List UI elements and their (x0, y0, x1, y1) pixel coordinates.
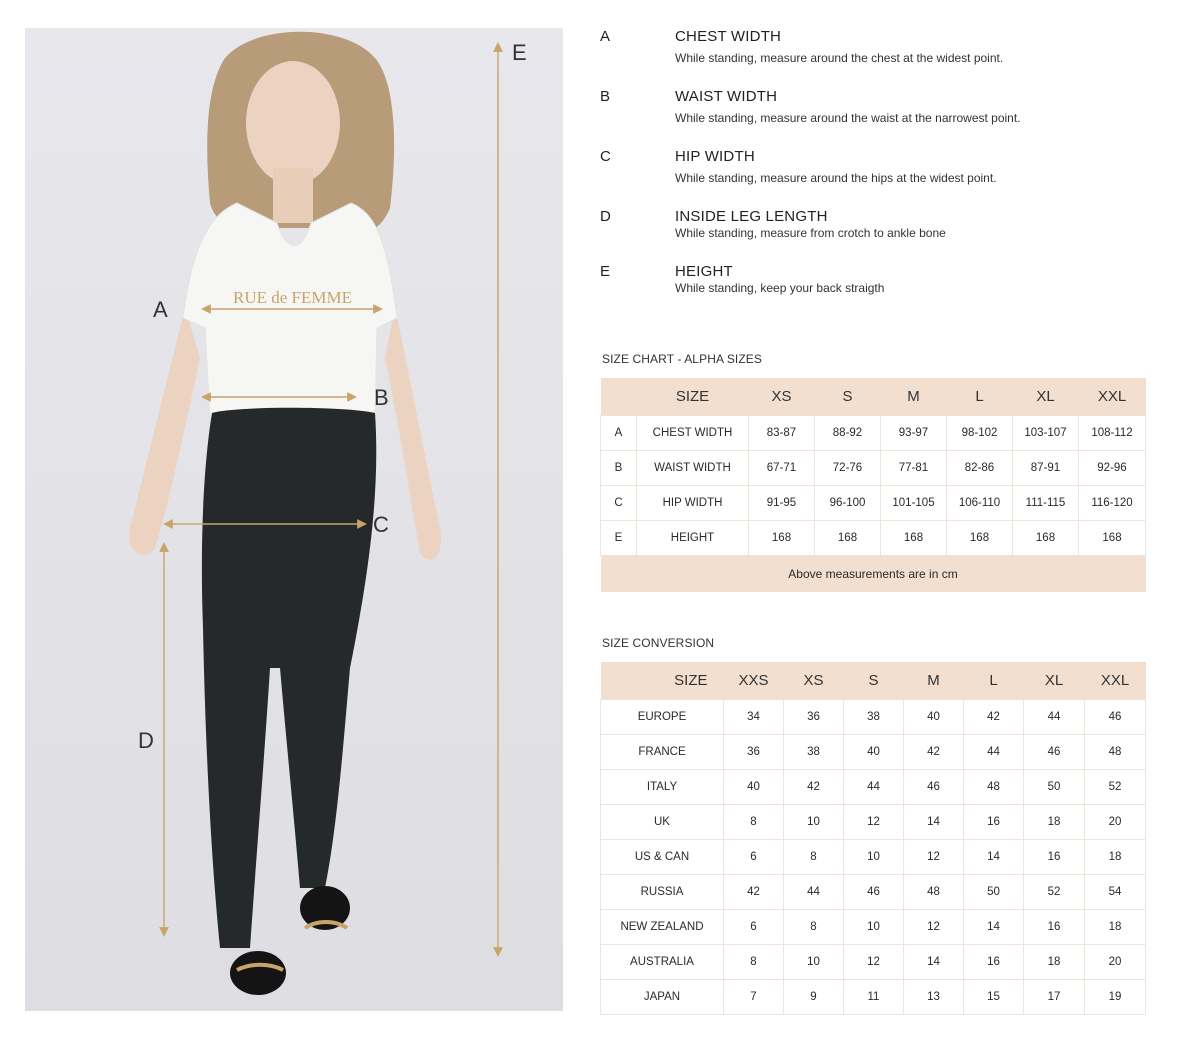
guide-letter: B (600, 88, 611, 105)
table-cell: 82-86 (947, 451, 1013, 486)
table-cell: 9 (784, 980, 844, 1015)
table-cell: 44 (964, 735, 1024, 770)
table-cell: 54 (1085, 875, 1146, 910)
table-cell: 8 (784, 840, 844, 875)
table-cell: RUSSIA (601, 875, 724, 910)
table-cell: 103-107 (1013, 416, 1079, 451)
table-cell: 20 (1085, 805, 1146, 840)
table-cell: 46 (1024, 735, 1085, 770)
table-cell: 83-87 (749, 416, 815, 451)
table-row (601, 521, 1146, 556)
table-row (601, 486, 1146, 521)
table-cell: 15 (964, 980, 1024, 1015)
guide-description: While standing, measure around the chest at the widest point. (675, 51, 1004, 65)
table-cell: 8 (724, 945, 784, 980)
table-cell: 10 (784, 805, 844, 840)
table-cell: 40 (724, 770, 784, 805)
table-cell: 48 (1085, 735, 1146, 770)
table-cell: 10 (844, 910, 904, 945)
guide-letter: C (600, 148, 611, 165)
table-cell: 77-81 (881, 451, 947, 486)
guide-description: While standing, measure around the waist at the narrowest point. (675, 111, 1021, 125)
table-cell: 87-91 (1013, 451, 1079, 486)
table-cell: WAIST WIDTH (637, 451, 749, 486)
table-cell: 116-120 (1079, 486, 1146, 521)
table-cell: 46 (1085, 700, 1146, 735)
table-cell: 13 (904, 980, 964, 1015)
table-cell: 168 (1079, 521, 1146, 556)
guide-title: CHEST WIDTH (675, 28, 782, 45)
table-cell: US & CAN (601, 840, 724, 875)
column-header: M (927, 672, 940, 689)
table-cell: 168 (881, 521, 947, 556)
table-cell: 7 (724, 980, 784, 1015)
table-cell: 34 (724, 700, 784, 735)
column-header: S (868, 672, 879, 689)
table-cell: 52 (1024, 875, 1085, 910)
guide-description: While standing, measure from crotch to ankle bone (675, 226, 946, 240)
table-row (601, 416, 1146, 451)
table-row (601, 840, 1146, 875)
model-photo (25, 28, 563, 1011)
guide-title: INSIDE LEG LENGTH (675, 208, 828, 225)
table-row (601, 875, 1146, 910)
table-cell: A (601, 416, 637, 451)
model-illustration (25, 28, 563, 1011)
table-cell: FRANCE (601, 735, 724, 770)
column-header: XS (771, 388, 792, 405)
table-cell: 93-97 (881, 416, 947, 451)
table-cell: 14 (904, 945, 964, 980)
table-cell: 101-105 (881, 486, 947, 521)
column-header: SIZE (675, 388, 710, 405)
table-cell: 111-115 (1013, 486, 1079, 521)
table-cell: 14 (964, 910, 1024, 945)
label-a: A (153, 297, 168, 322)
table-row (601, 770, 1146, 805)
column-header: XXL (1100, 672, 1130, 689)
table-cell: 92-96 (1079, 451, 1146, 486)
column-header: M (907, 388, 920, 405)
table-cell: 11 (844, 980, 904, 1015)
table-row (601, 805, 1146, 840)
guide-letter: D (600, 208, 611, 225)
column-header: XS (803, 672, 824, 689)
table-cell: 20 (1085, 945, 1146, 980)
conversion-chart-title: SIZE CONVERSION (602, 636, 715, 650)
table-cell: E (601, 521, 637, 556)
table-cell: 42 (784, 770, 844, 805)
table-cell: ITALY (601, 770, 724, 805)
table-cell: 72-76 (815, 451, 881, 486)
table-cell: 48 (904, 875, 964, 910)
guide-description: While standing, keep your back straigth (675, 281, 885, 295)
table-cell: 42 (964, 700, 1024, 735)
table-footer-row (601, 556, 1146, 593)
table-cell: 106-110 (947, 486, 1013, 521)
label-b: B (374, 385, 389, 410)
table-cell: 14 (964, 840, 1024, 875)
table-cell: 16 (1024, 840, 1085, 875)
column-header: L (989, 672, 998, 689)
table-cell: HIP WIDTH (637, 486, 749, 521)
table-cell: 6 (724, 840, 784, 875)
table-cell: 10 (844, 840, 904, 875)
table-cell: 8 (784, 910, 844, 945)
guide-letter: A (600, 28, 611, 45)
table-cell: 98-102 (947, 416, 1013, 451)
table-cell: 18 (1085, 910, 1146, 945)
table-header-row (601, 378, 1146, 416)
table-row (601, 945, 1146, 980)
table-cell: 12 (904, 840, 964, 875)
table-header-row (601, 662, 1146, 700)
table-cell: 52 (1085, 770, 1146, 805)
table-cell: 168 (749, 521, 815, 556)
alpha-chart-title: SIZE CHART - ALPHA SIZES (602, 352, 763, 366)
table-cell: 18 (1085, 840, 1146, 875)
table-cell: 10 (784, 945, 844, 980)
guide-title: WAIST WIDTH (675, 88, 778, 105)
table-cell: CHEST WIDTH (637, 416, 749, 451)
units-note: Above measurements are in cm (601, 556, 1146, 593)
label-c: C (373, 512, 389, 537)
table-cell: 36 (724, 735, 784, 770)
table-cell: 18 (1024, 805, 1085, 840)
table-cell: 168 (947, 521, 1013, 556)
guide-title: HIP WIDTH (675, 148, 755, 165)
table-cell: 40 (844, 735, 904, 770)
table-cell: C (601, 486, 637, 521)
table-cell: 108-112 (1079, 416, 1146, 451)
table-cell: 40 (904, 700, 964, 735)
table-row (601, 451, 1146, 486)
column-header: SIZE (674, 672, 708, 689)
table-cell: 19 (1085, 980, 1146, 1015)
guide-description: While standing, measure around the hips at the widest point. (675, 171, 997, 185)
shirt-print: RUE de FEMME (233, 288, 352, 307)
table-cell: 96-100 (815, 486, 881, 521)
table-cell: 16 (1024, 910, 1085, 945)
table-cell: 36 (784, 700, 844, 735)
table-cell: NEW ZEALAND (601, 910, 724, 945)
column-header: L (975, 388, 984, 405)
column-header: XL (1044, 672, 1064, 689)
table-cell: B (601, 451, 637, 486)
table-cell: 88-92 (815, 416, 881, 451)
table-cell: 168 (815, 521, 881, 556)
table-cell: UK (601, 805, 724, 840)
table-cell: AUSTRALIA (601, 945, 724, 980)
table-cell: 38 (844, 700, 904, 735)
table-cell: 67-71 (749, 451, 815, 486)
table-cell: 168 (1013, 521, 1079, 556)
column-header: XL (1036, 388, 1055, 405)
table-cell: 91-95 (749, 486, 815, 521)
table-cell: 12 (844, 945, 904, 980)
table-cell: 8 (724, 805, 784, 840)
table-cell: 6 (724, 910, 784, 945)
size-conversion-table (600, 662, 1146, 1015)
table-cell: 48 (964, 770, 1024, 805)
table-row (601, 735, 1146, 770)
table-cell: 44 (784, 875, 844, 910)
table-cell: JAPAN (601, 980, 724, 1015)
table-cell: 16 (964, 805, 1024, 840)
table-cell: 44 (844, 770, 904, 805)
table-cell: 14 (904, 805, 964, 840)
table-cell: 12 (904, 910, 964, 945)
guide-letter: E (600, 263, 611, 280)
column-header (601, 378, 637, 416)
table-cell: 16 (964, 945, 1024, 980)
table-cell: 17 (1024, 980, 1085, 1015)
column-header: XXL (1097, 388, 1127, 405)
table-cell: 44 (1024, 700, 1085, 735)
table-cell: 38 (784, 735, 844, 770)
table-cell: 18 (1024, 945, 1085, 980)
table-cell: 50 (1024, 770, 1085, 805)
label-d: D (138, 728, 154, 753)
table-cell: 46 (844, 875, 904, 910)
column-header: XXS (738, 672, 769, 689)
guide-title: HEIGHT (675, 263, 733, 280)
table-row (601, 980, 1146, 1015)
table-cell: EUROPE (601, 700, 724, 735)
table-row (601, 700, 1146, 735)
table-cell: 12 (844, 805, 904, 840)
label-e: E (512, 40, 527, 65)
table-cell: 42 (724, 875, 784, 910)
table-cell: 42 (904, 735, 964, 770)
alpha-size-table (600, 378, 1146, 592)
table-cell: HEIGHT (637, 521, 749, 556)
table-cell: 46 (904, 770, 964, 805)
column-header: S (842, 388, 853, 405)
table-row (601, 910, 1146, 945)
table-cell: 50 (964, 875, 1024, 910)
